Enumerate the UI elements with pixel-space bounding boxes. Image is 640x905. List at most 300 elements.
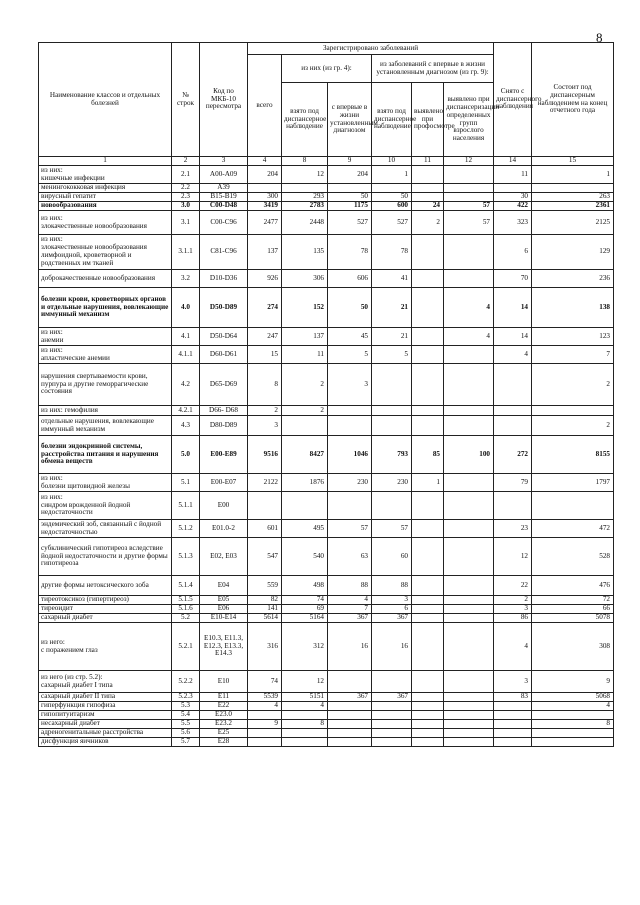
value-cell-c15 (532, 406, 614, 416)
icd-code-cell: E10-E14 (200, 614, 248, 623)
value-cell-c14: 11 (494, 166, 532, 184)
value-cell-c4: 9 (248, 720, 282, 729)
disease-name-cell (39, 406, 172, 416)
table-row (39, 270, 614, 288)
table-row (39, 211, 614, 235)
value-cell-c11 (412, 166, 444, 184)
value-cell-c14: 30 (494, 193, 532, 202)
row-number-cell: 3.1 (172, 211, 200, 235)
header-found-disp: выявлено при диспансеризации определенных групп взрослого населения (444, 83, 494, 157)
value-cell-c14: 22 (494, 576, 532, 596)
disease-name-cell (39, 288, 172, 328)
value-cell-c10: 5 (372, 346, 412, 364)
disease-name: тиреоидит (41, 604, 73, 613)
value-cell-c11 (412, 711, 444, 720)
value-cell-c4 (248, 738, 282, 747)
icd-code-cell: E00 (200, 492, 248, 520)
value-cell-c11 (412, 492, 444, 520)
value-cell-c4: 204 (248, 166, 282, 184)
value-cell-c4: 82 (248, 596, 282, 605)
subgroup-lead: из них: (41, 492, 63, 501)
header-taken: взято под диспансерное наблюдение (282, 83, 328, 157)
value-cell-c10: 50 (372, 193, 412, 202)
icd-code-cell: E22 (200, 702, 248, 711)
subgroup-lead: из них: (41, 345, 63, 354)
header-state: Состоит под диспансерным наблюдением на конец отчетного года (532, 43, 614, 157)
disease-name-cell (39, 623, 172, 671)
value-cell-c4: 601 (248, 520, 282, 538)
value-cell-c12: 4 (444, 288, 494, 328)
disease-name: адреногенитальные расстройства (41, 728, 144, 737)
value-cell-c14: 12 (494, 538, 532, 576)
column-index-cell: 9 (328, 157, 372, 166)
value-cell-c8: 2783 (282, 202, 328, 211)
value-cell-c9 (328, 416, 372, 436)
row-number-cell: 2.3 (172, 193, 200, 202)
value-cell-c9 (328, 729, 372, 738)
value-cell-c9 (328, 702, 372, 711)
column-index-cell: 11 (412, 157, 444, 166)
disease-name-cell (39, 520, 172, 538)
value-cell-c15: 5078 (532, 614, 614, 623)
icd-code-cell: E28 (200, 738, 248, 747)
icd-code-cell: E00-E89 (200, 436, 248, 474)
value-cell-c9: 5 (328, 346, 372, 364)
value-cell-c10 (372, 702, 412, 711)
value-cell-c8: 12 (282, 671, 328, 693)
value-cell-c10: 41 (372, 270, 412, 288)
value-cell-c14 (494, 416, 532, 436)
row-number-cell: 2.2 (172, 184, 200, 193)
disease-name: менингококковая инфекция (41, 183, 126, 192)
disease-name-cell (39, 738, 172, 747)
value-cell-c11 (412, 623, 444, 671)
value-cell-c10 (372, 671, 412, 693)
value-cell-c4: 141 (248, 605, 282, 614)
table-row (39, 729, 614, 738)
icd-code-cell: D80-D89 (200, 416, 248, 436)
value-cell-c8: 5164 (282, 614, 328, 623)
value-cell-c12 (444, 693, 494, 702)
value-cell-c12 (444, 406, 494, 416)
row-number-cell: 5.2.2 (172, 671, 200, 693)
value-cell-c4: 547 (248, 538, 282, 576)
icd-code-cell: E11 (200, 693, 248, 702)
icd-code-cell: D60-D61 (200, 346, 248, 364)
value-cell-c10 (372, 416, 412, 436)
value-cell-c15: 129 (532, 235, 614, 270)
subgroup-lead: из них: (41, 213, 63, 222)
table-row (39, 288, 614, 328)
value-cell-c15: 476 (532, 576, 614, 596)
value-cell-c12 (444, 538, 494, 576)
row-number-cell: 3.2 (172, 270, 200, 288)
value-cell-c4: 2122 (248, 474, 282, 492)
value-cell-c4: 9516 (248, 436, 282, 474)
value-cell-c10: 367 (372, 693, 412, 702)
value-cell-c15 (532, 729, 614, 738)
table-row (39, 702, 614, 711)
value-cell-c12 (444, 235, 494, 270)
value-cell-c15: 2 (532, 364, 614, 406)
value-cell-c12 (444, 166, 494, 184)
icd-code-cell: D50-D89 (200, 288, 248, 328)
table-row (39, 235, 614, 270)
value-cell-c11 (412, 729, 444, 738)
value-cell-c10: 21 (372, 288, 412, 328)
disease-name: болезни крови, кроветворных органов и отдельные нарушения, вовлекающие иммунный механизм (41, 294, 169, 319)
value-cell-c12 (444, 729, 494, 738)
row-number-cell: 4.1.1 (172, 346, 200, 364)
disease-name-cell (39, 474, 172, 492)
value-cell-c4: 5614 (248, 614, 282, 623)
row-number-cell: 3.0 (172, 202, 200, 211)
value-cell-c11 (412, 288, 444, 328)
value-cell-c11: 1 (412, 474, 444, 492)
icd-code-cell: E10.3, E11.3, E12.3, E13.3, E14.3 (200, 623, 248, 671)
value-cell-c10: 1 (372, 166, 412, 184)
row-number-cell: 4.2 (172, 364, 200, 406)
value-cell-c15: 123 (532, 328, 614, 346)
value-cell-c9: 63 (328, 538, 372, 576)
value-cell-c11 (412, 328, 444, 346)
value-cell-c11 (412, 520, 444, 538)
value-cell-c11 (412, 605, 444, 614)
disease-name-cell (39, 614, 172, 623)
disease-name-cell (39, 202, 172, 211)
disease-name: несахарный диабет (41, 719, 100, 728)
value-cell-c11 (412, 693, 444, 702)
value-cell-c15: 528 (532, 538, 614, 576)
header-found-prof: выявлено при профосмотре (412, 83, 444, 157)
row-number-cell: 4.1 (172, 328, 200, 346)
value-cell-c8: 2448 (282, 211, 328, 235)
disease-name: тиреотоксикоз (гипертиреоз) (41, 595, 129, 604)
header-row-number: № строк (172, 43, 200, 157)
disease-name: нарушения свертываемости крови, пурпура и другие геморрагические состояния (41, 371, 149, 396)
value-cell-c14: 3 (494, 671, 532, 693)
row-number-cell: 5.5 (172, 720, 200, 729)
value-cell-c9 (328, 406, 372, 416)
value-cell-c14: 79 (494, 474, 532, 492)
table-row (39, 492, 614, 520)
value-cell-c4: 3419 (248, 202, 282, 211)
disease-name: злокачественные новообразования (41, 221, 147, 230)
value-cell-c9: 88 (328, 576, 372, 596)
row-number-cell: 5.1.5 (172, 596, 200, 605)
value-cell-c12 (444, 605, 494, 614)
value-cell-c4: 3 (248, 416, 282, 436)
disease-name-cell (39, 416, 172, 436)
icd-code-cell: D65-D69 (200, 364, 248, 406)
icd-code-cell: A00-A09 (200, 166, 248, 184)
value-cell-c4: 137 (248, 235, 282, 270)
table-row (39, 671, 614, 693)
table-row (39, 474, 614, 492)
value-cell-c9: 367 (328, 693, 372, 702)
header-of-new: из заболеваний с впервые в жизни установленным диагнозом (из гр. 9): (372, 55, 494, 83)
disease-name: доброкачественные новообразования (41, 273, 156, 282)
value-cell-c11: 85 (412, 436, 444, 474)
icd-code-cell: B15-B19 (200, 193, 248, 202)
value-cell-c14 (494, 492, 532, 520)
row-number-cell: 5.7 (172, 738, 200, 747)
header-total: всего (248, 55, 282, 157)
value-cell-c10 (372, 364, 412, 406)
value-cell-c12: 57 (444, 202, 494, 211)
column-index-cell: 10 (372, 157, 412, 166)
value-cell-c10: 16 (372, 623, 412, 671)
row-number-cell: 5.6 (172, 729, 200, 738)
value-cell-c14 (494, 711, 532, 720)
row-number-cell: 4.3 (172, 416, 200, 436)
value-cell-c11 (412, 538, 444, 576)
value-cell-c9 (328, 492, 372, 520)
disease-name: кишечные инфекции (41, 173, 105, 182)
value-cell-c10: 78 (372, 235, 412, 270)
value-cell-c14: 2 (494, 596, 532, 605)
value-cell-c11 (412, 235, 444, 270)
icd-code-cell: E10 (200, 671, 248, 693)
disease-name: вирусный гепатит (41, 192, 96, 201)
row-number-cell: 4.0 (172, 288, 200, 328)
subgroup-lead: из него: (41, 637, 65, 646)
icd-code-cell: E23.2 (200, 720, 248, 729)
value-cell-c15: 472 (532, 520, 614, 538)
value-cell-c15: 2361 (532, 202, 614, 211)
value-cell-c10: 3 (372, 596, 412, 605)
disease-name-cell (39, 211, 172, 235)
row-number-cell: 5.1 (172, 474, 200, 492)
value-cell-c15 (532, 492, 614, 520)
value-cell-c9: 57 (328, 520, 372, 538)
value-cell-c14: 3 (494, 605, 532, 614)
value-cell-c15: 236 (532, 270, 614, 288)
value-cell-c4: 15 (248, 346, 282, 364)
value-cell-c14: 4 (494, 346, 532, 364)
header-first: с впервые в жизни установленным диагнозом (328, 83, 372, 157)
value-cell-c9 (328, 720, 372, 729)
disease-name-cell (39, 364, 172, 406)
value-cell-c9: 367 (328, 614, 372, 623)
value-cell-c14: 422 (494, 202, 532, 211)
subgroup-lead: из него (из стр. 5.2): (41, 672, 103, 681)
value-cell-c12 (444, 416, 494, 436)
icd-code-cell: C00-D48 (200, 202, 248, 211)
table-row (39, 711, 614, 720)
row-number-cell: 5.1.4 (172, 576, 200, 596)
value-cell-c9: 230 (328, 474, 372, 492)
column-index-cell: 14 (494, 157, 532, 166)
row-number-cell: 4.2.1 (172, 406, 200, 416)
value-cell-c14: 4 (494, 623, 532, 671)
disease-name: гипопитуитаризм (41, 710, 95, 719)
disease-name: с поражением глаз (41, 645, 98, 654)
value-cell-c15: 1 (532, 166, 614, 184)
value-cell-c4: 926 (248, 270, 282, 288)
value-cell-c15: 8155 (532, 436, 614, 474)
disease-name: гиперфункция гипофиза (41, 701, 116, 710)
value-cell-c15: 1797 (532, 474, 614, 492)
disease-name-cell (39, 270, 172, 288)
value-cell-c11 (412, 406, 444, 416)
value-cell-c12 (444, 623, 494, 671)
value-cell-c15: 263 (532, 193, 614, 202)
value-cell-c8: 152 (282, 288, 328, 328)
disease-name-cell (39, 328, 172, 346)
value-cell-c8: 1876 (282, 474, 328, 492)
value-cell-c9: 1046 (328, 436, 372, 474)
row-number-cell: 5.0 (172, 436, 200, 474)
header-name: Наименование классов и отдельных болезней (39, 43, 172, 157)
value-cell-c12: 57 (444, 211, 494, 235)
disease-name: сахарный диабет II типа (41, 692, 116, 701)
value-cell-c14 (494, 406, 532, 416)
value-cell-c8: 2 (282, 364, 328, 406)
value-cell-c15: 9 (532, 671, 614, 693)
value-cell-c11: 2 (412, 211, 444, 235)
subgroup-lead: из них: (41, 235, 63, 244)
value-cell-c14: 23 (494, 520, 532, 538)
table-row (39, 614, 614, 623)
value-cell-c14 (494, 720, 532, 729)
value-cell-c11 (412, 720, 444, 729)
value-cell-c9 (328, 671, 372, 693)
value-cell-c14 (494, 364, 532, 406)
table-row (39, 538, 614, 576)
value-cell-c9: 4 (328, 596, 372, 605)
icd-code-cell: E05 (200, 596, 248, 605)
value-cell-c11 (412, 346, 444, 364)
icd-code-cell: C81-C96 (200, 235, 248, 270)
row-number-cell: 5.2 (172, 614, 200, 623)
value-cell-c8: 8427 (282, 436, 328, 474)
icd-code-cell: E04 (200, 576, 248, 596)
row-number-cell: 5.1.2 (172, 520, 200, 538)
value-cell-c11 (412, 702, 444, 711)
header-registered: Зарегистрировано заболеваний (248, 43, 494, 55)
icd-code-cell: D66- D68 (200, 406, 248, 416)
table-row (39, 623, 614, 671)
value-cell-c8: 74 (282, 596, 328, 605)
disease-name-cell (39, 576, 172, 596)
disease-name: новообразования (41, 201, 97, 210)
row-number-cell: 5.2.1 (172, 623, 200, 671)
icd-code-cell: E00-E07 (200, 474, 248, 492)
value-cell-c15: 8 (532, 720, 614, 729)
disease-name-cell (39, 671, 172, 693)
value-cell-c12 (444, 596, 494, 605)
value-cell-c14 (494, 702, 532, 711)
value-cell-c9: 3 (328, 364, 372, 406)
disease-name: дисфункция яичников (41, 737, 109, 746)
column-index-cell: 3 (200, 157, 248, 166)
value-cell-c12 (444, 520, 494, 538)
value-cell-c11 (412, 596, 444, 605)
value-cell-c9 (328, 738, 372, 747)
table-row (39, 416, 614, 436)
value-cell-c8: 8 (282, 720, 328, 729)
value-cell-c15 (532, 738, 614, 747)
column-index-cell: 4 (248, 157, 282, 166)
value-cell-c15: 66 (532, 605, 614, 614)
value-cell-c9: 204 (328, 166, 372, 184)
value-cell-c4: 8 (248, 364, 282, 406)
value-cell-c4: 300 (248, 193, 282, 202)
icd-code-cell: E02, E03 (200, 538, 248, 576)
value-cell-c4: 559 (248, 576, 282, 596)
row-number-cell: 5.4 (172, 711, 200, 720)
row-number-cell: 5.1.1 (172, 492, 200, 520)
icd-code-cell: C00-C96 (200, 211, 248, 235)
value-cell-c10: 793 (372, 436, 412, 474)
value-cell-c15: 138 (532, 288, 614, 328)
value-cell-c11 (412, 270, 444, 288)
value-cell-c12 (444, 474, 494, 492)
value-cell-c9: 45 (328, 328, 372, 346)
value-cell-c4: 2477 (248, 211, 282, 235)
value-cell-c8: 5151 (282, 693, 328, 702)
value-cell-c14: 323 (494, 211, 532, 235)
icd-code-cell: E06 (200, 605, 248, 614)
icd-code-cell: A39 (200, 184, 248, 193)
icd-code-cell: E01.0-2 (200, 520, 248, 538)
value-cell-c15: 7 (532, 346, 614, 364)
column-index-cell: 8 (282, 157, 328, 166)
disease-name-cell (39, 235, 172, 270)
value-cell-c10 (372, 492, 412, 520)
icd-code-cell: E23.0 (200, 711, 248, 720)
value-cell-c12 (444, 184, 494, 193)
column-index-cell: 15 (532, 157, 614, 166)
value-cell-c8: 2 (282, 406, 328, 416)
header-removed: Снято с диспансерного наблюдения (494, 43, 532, 157)
value-cell-c8 (282, 416, 328, 436)
value-cell-c14 (494, 729, 532, 738)
header-taken-disp: взято под диспансерное наблюдение (372, 83, 412, 157)
value-cell-c10: 600 (372, 202, 412, 211)
value-cell-c14: 14 (494, 328, 532, 346)
value-cell-c12 (444, 720, 494, 729)
disease-name: синдром врожденной йодной недостаточности (41, 500, 131, 517)
table-row (39, 364, 614, 406)
value-cell-c9: 50 (328, 288, 372, 328)
value-cell-c10 (372, 738, 412, 747)
value-cell-c10: 527 (372, 211, 412, 235)
row-number-cell: 5.3 (172, 702, 200, 711)
value-cell-c10: 60 (372, 538, 412, 576)
subgroup-lead: из них: (41, 473, 63, 482)
value-cell-c12 (444, 346, 494, 364)
table-row (39, 346, 614, 364)
table-row (39, 576, 614, 596)
disease-name: сахарный диабет I типа (41, 680, 113, 689)
value-cell-c12 (444, 270, 494, 288)
value-cell-c11 (412, 671, 444, 693)
disease-name-cell (39, 436, 172, 474)
value-cell-c10: 21 (372, 328, 412, 346)
value-cell-c9: 527 (328, 211, 372, 235)
value-cell-c11 (412, 576, 444, 596)
page-number: 8 (596, 30, 603, 45)
table-row (39, 328, 614, 346)
table-row (39, 202, 614, 211)
value-cell-c12 (444, 711, 494, 720)
value-cell-c8 (282, 492, 328, 520)
table-header (39, 43, 614, 166)
table-body (39, 166, 614, 747)
value-cell-c11 (412, 184, 444, 193)
